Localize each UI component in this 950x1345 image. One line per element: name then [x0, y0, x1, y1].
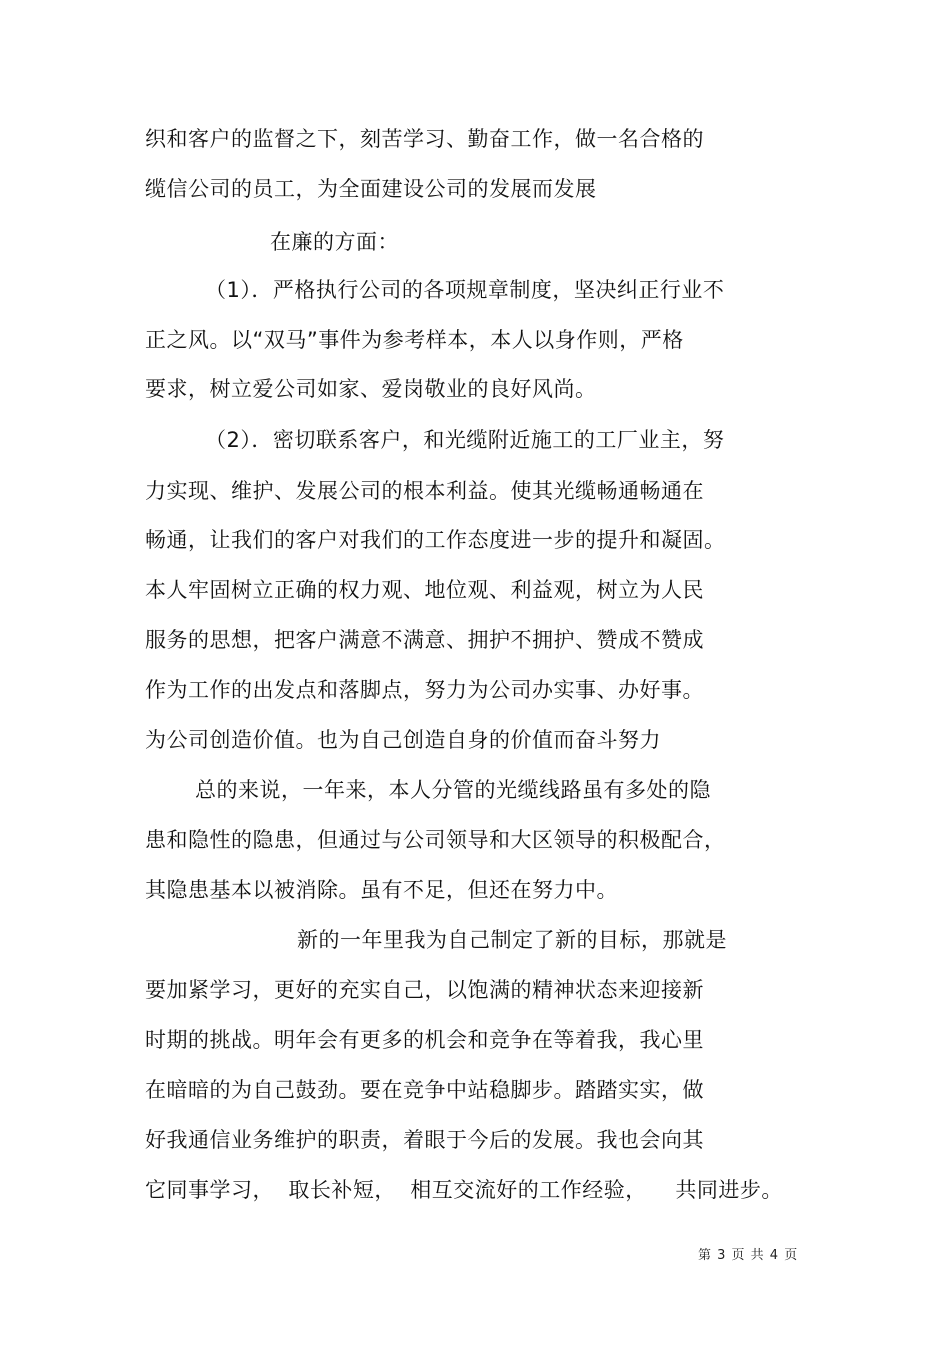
page-number-footer: 第 3 页 共 4 页: [698, 1248, 799, 1263]
text-line: 它同事学习， 取长补短， 相互交流好的工作经验， 共同进步。: [145, 1178, 783, 1202]
text-line: 作为工作的出发点和落脚点，努力为公司办实事、办好事。: [145, 678, 704, 702]
text-line: 其隐患基本以被消除。虽有不足，但还在努力中。: [145, 878, 618, 902]
text-line: 本人牢固树立正确的权力观、地位观、利益观，树立为人民: [145, 578, 704, 602]
text-line: 在暗暗的为自己鼓劲。要在竞争中站稳脚步。踏踏实实，做: [145, 1078, 704, 1102]
text-line: 缆信公司的员工，为全面建设公司的发展而发展: [145, 177, 597, 201]
text-line: 要求，树立爱公司如家、爱岗敬业的良好风尚。: [145, 377, 597, 401]
text-line: 要加紧学习，更好的充实自己，以饱满的精神状态来迎接新: [145, 978, 704, 1002]
text-line: 织和客户的监督之下，刻苦学习、勤奋工作，做一名合格的: [145, 127, 704, 151]
section-heading: 在廉的方面：: [270, 230, 399, 254]
text-line: 服务的思想，把客户满意不满意、拥护不拥护、赞成不赞成: [145, 628, 704, 652]
text-line: 力实现、维护、发展公司的根本利益。使其光缆畅通畅通在: [145, 479, 704, 503]
text-line: 时期的挑战。明年会有更多的机会和竞争在等着我，我心里: [145, 1028, 704, 1052]
text-line: （1）．严格执行公司的各项规章制度，坚决纠正行业不: [205, 278, 725, 302]
text-line: 畅通，让我们的客户对我们的工作态度进一步的提升和凝固。: [145, 528, 726, 552]
text-line: （2）．密切联系客户，和光缆附近施工的工厂业主，努: [205, 428, 725, 452]
text-line: 为公司创造价值。也为自己创造自身的价值而奋斗努力: [145, 728, 661, 752]
text-line: 新的一年里我为自己制定了新的目标，那就是: [297, 928, 727, 952]
text-line: 好我通信业务维护的职责，着眼于今后的发展。我也会向其: [145, 1128, 704, 1152]
text-line: 正之风。以“双马”事件为参考样本，本人以身作则，严格: [145, 328, 684, 352]
text-line: 患和隐性的隐患，但通过与公司领导和大区领导的积极配合，: [145, 828, 726, 852]
text-line: 总的来说，一年来，本人分管的光缆线路虽有多处的隐: [195, 778, 711, 802]
